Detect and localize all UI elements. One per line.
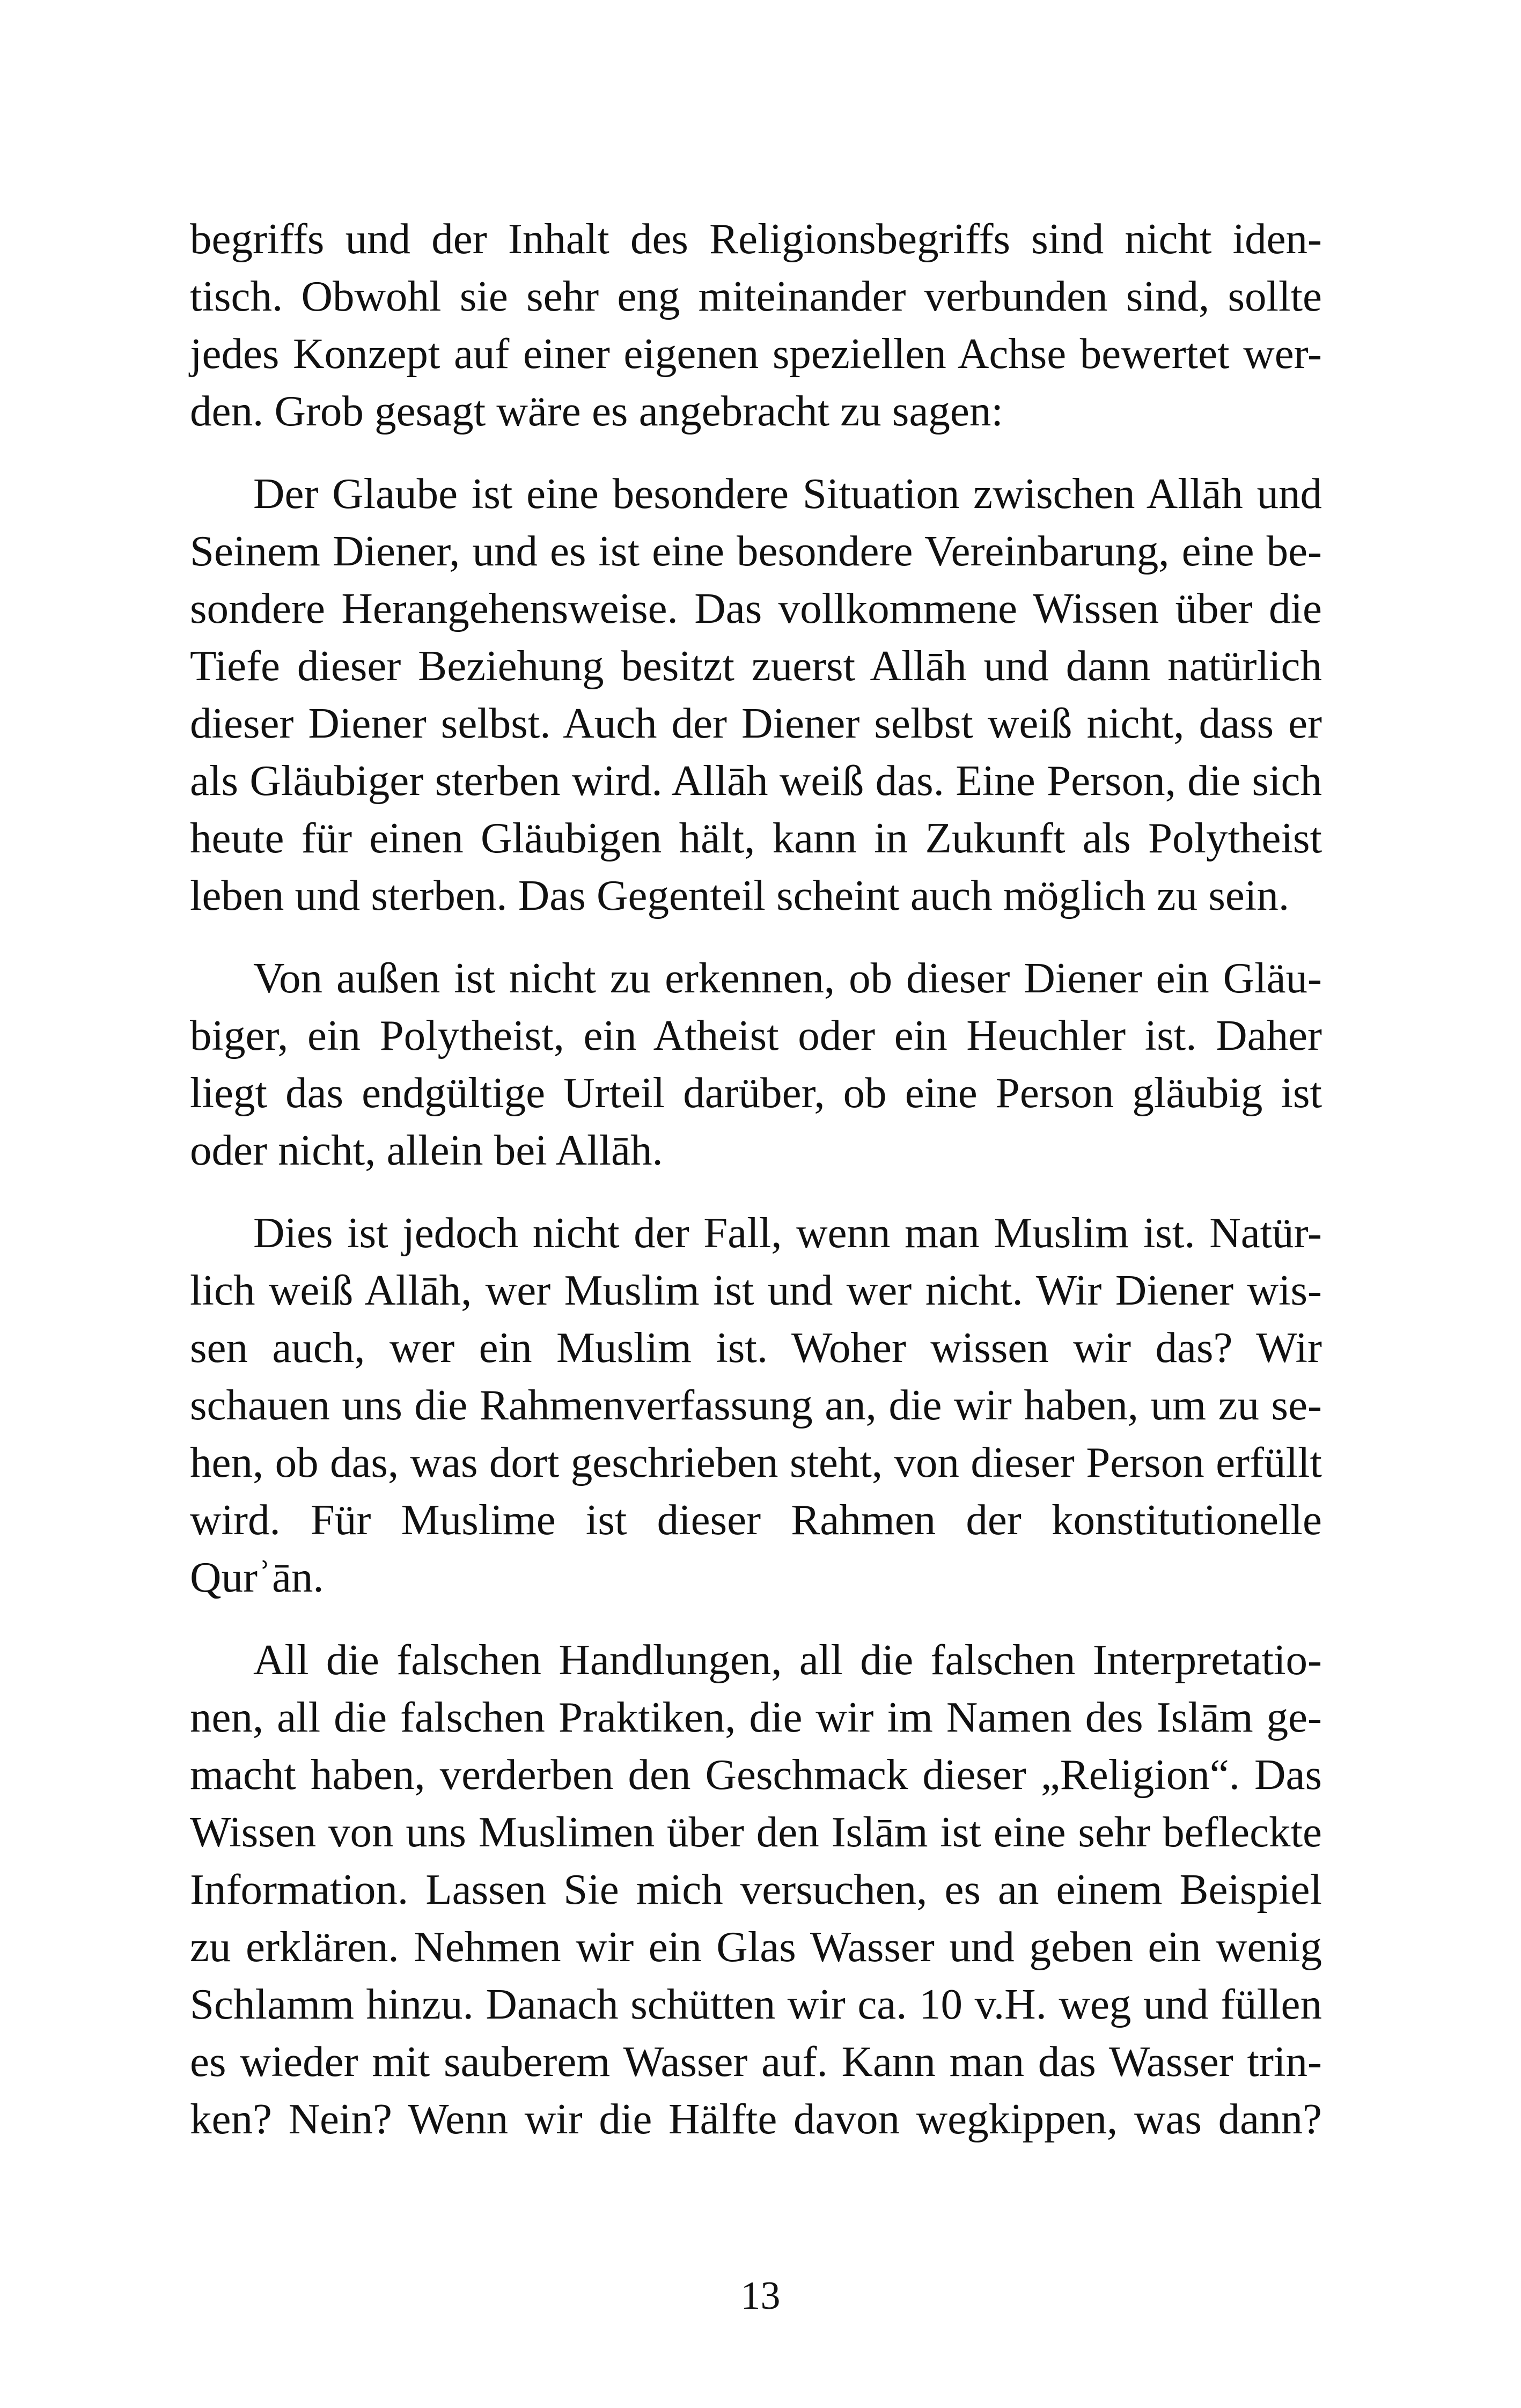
text-line: hen, ob das, was dort geschrieben steht, von dieser Person erfüllt — [190, 1438, 1322, 1486]
paragraph-4 — [190, 1204, 1322, 1606]
text-line: Qurʾān. — [190, 1553, 324, 1601]
paragraph-1 — [190, 210, 1322, 440]
text-line: als Gläubiger sterben wird. Allāh weiß das. Eine Person, die sich — [190, 756, 1322, 805]
text-line: wird. Für Muslime ist dieser Rahmen der konstitutionelle — [190, 1496, 1322, 1544]
text-line: macht haben, verderben den Geschmack dieser „Religion“. Das — [190, 1750, 1322, 1799]
text-line: nen, all die falschen Praktiken, die wir im Namen des Islām ge- — [190, 1693, 1322, 1741]
text-line: Dies ist jedoch nicht der Fall, wenn man Muslim ist. Natür- — [253, 1209, 1322, 1257]
text-line: sondere Herangehensweise. Das vollkommene Wissen über die — [190, 584, 1322, 632]
text-line: begriffs und der Inhalt des Religionsbegriffs sind nicht iden- — [190, 215, 1322, 263]
text-line: sen auch, wer ein Muslim ist. Woher wissen wir das? Wir — [190, 1323, 1322, 1372]
text-line: Seinem Diener, und es ist eine besondere Vereinbarung, eine be- — [190, 527, 1322, 575]
paragraph-2 — [190, 465, 1322, 924]
text-line: biger, ein Polytheist, ein Atheist oder ein Heuchler ist. Daher — [190, 1011, 1322, 1059]
text-line: Von außen ist nicht zu erkennen, ob dieser Diener ein Gläu- — [253, 954, 1322, 1002]
paragraph-5 — [190, 1631, 1322, 2148]
text-line: leben und sterben. Das Gegenteil scheint auch möglich zu sein. — [190, 871, 1290, 919]
text-line: den. Grob gesagt wäre es angebracht zu sagen: — [190, 387, 1003, 435]
text-line: jedes Konzept auf einer eigenen speziellen Achse bewertet wer- — [190, 329, 1322, 378]
text-line: oder nicht, allein bei Allāh. — [190, 1126, 663, 1174]
text-line: es wieder mit sauberem Wasser auf. Kann man das Wasser trin- — [190, 2037, 1322, 2086]
text-line: Wissen von uns Muslimen über den Islām ist eine sehr befleckte — [190, 1808, 1322, 1856]
text-line: zu erklären. Nehmen wir ein Glas Wasser und geben ein wenig — [190, 1923, 1322, 1971]
text-line: All die falschen Handlungen, all die falschen Interpretatio- — [253, 1636, 1322, 1684]
text-line: heute für einen Gläubigen hält, kann in Zukunft als Polytheist — [190, 814, 1322, 862]
text-line: ken? Nein? Wenn wir die Hälfte davon wegkippen, was dann? — [190, 2095, 1322, 2143]
text-line: Information. Lassen Sie mich versuchen, es an einem Beispiel — [190, 1865, 1322, 1913]
text-line: Der Glaube ist eine besondere Situation zwischen Allāh und — [253, 469, 1322, 518]
text-line: Schlamm hinzu. Danach schütten wir ca. 10 v.H. weg und füllen — [190, 1980, 1322, 2028]
paragraph-3 — [190, 949, 1322, 1179]
text-line: lich weiß Allāh, wer Muslim ist und wer nicht. Wir Diener wis- — [190, 1266, 1322, 1314]
text-line: schauen uns die Rahmenverfassung an, die wir haben, um zu se- — [190, 1381, 1322, 1429]
body-text — [190, 210, 1322, 2148]
text-line: Tiefe dieser Beziehung besitzt zuerst Allāh und dann natürlich — [190, 642, 1322, 690]
text-line: liegt das endgültige Urteil darüber, ob eine Person gläubig ist — [190, 1069, 1322, 1117]
page-number: 13 — [740, 2274, 781, 2318]
text-line: tisch. Obwohl sie sehr eng miteinander verbunden sind, sollte — [190, 272, 1322, 320]
text-line: dieser Diener selbst. Auch der Diener selbst weiß nicht, dass er — [190, 699, 1322, 747]
